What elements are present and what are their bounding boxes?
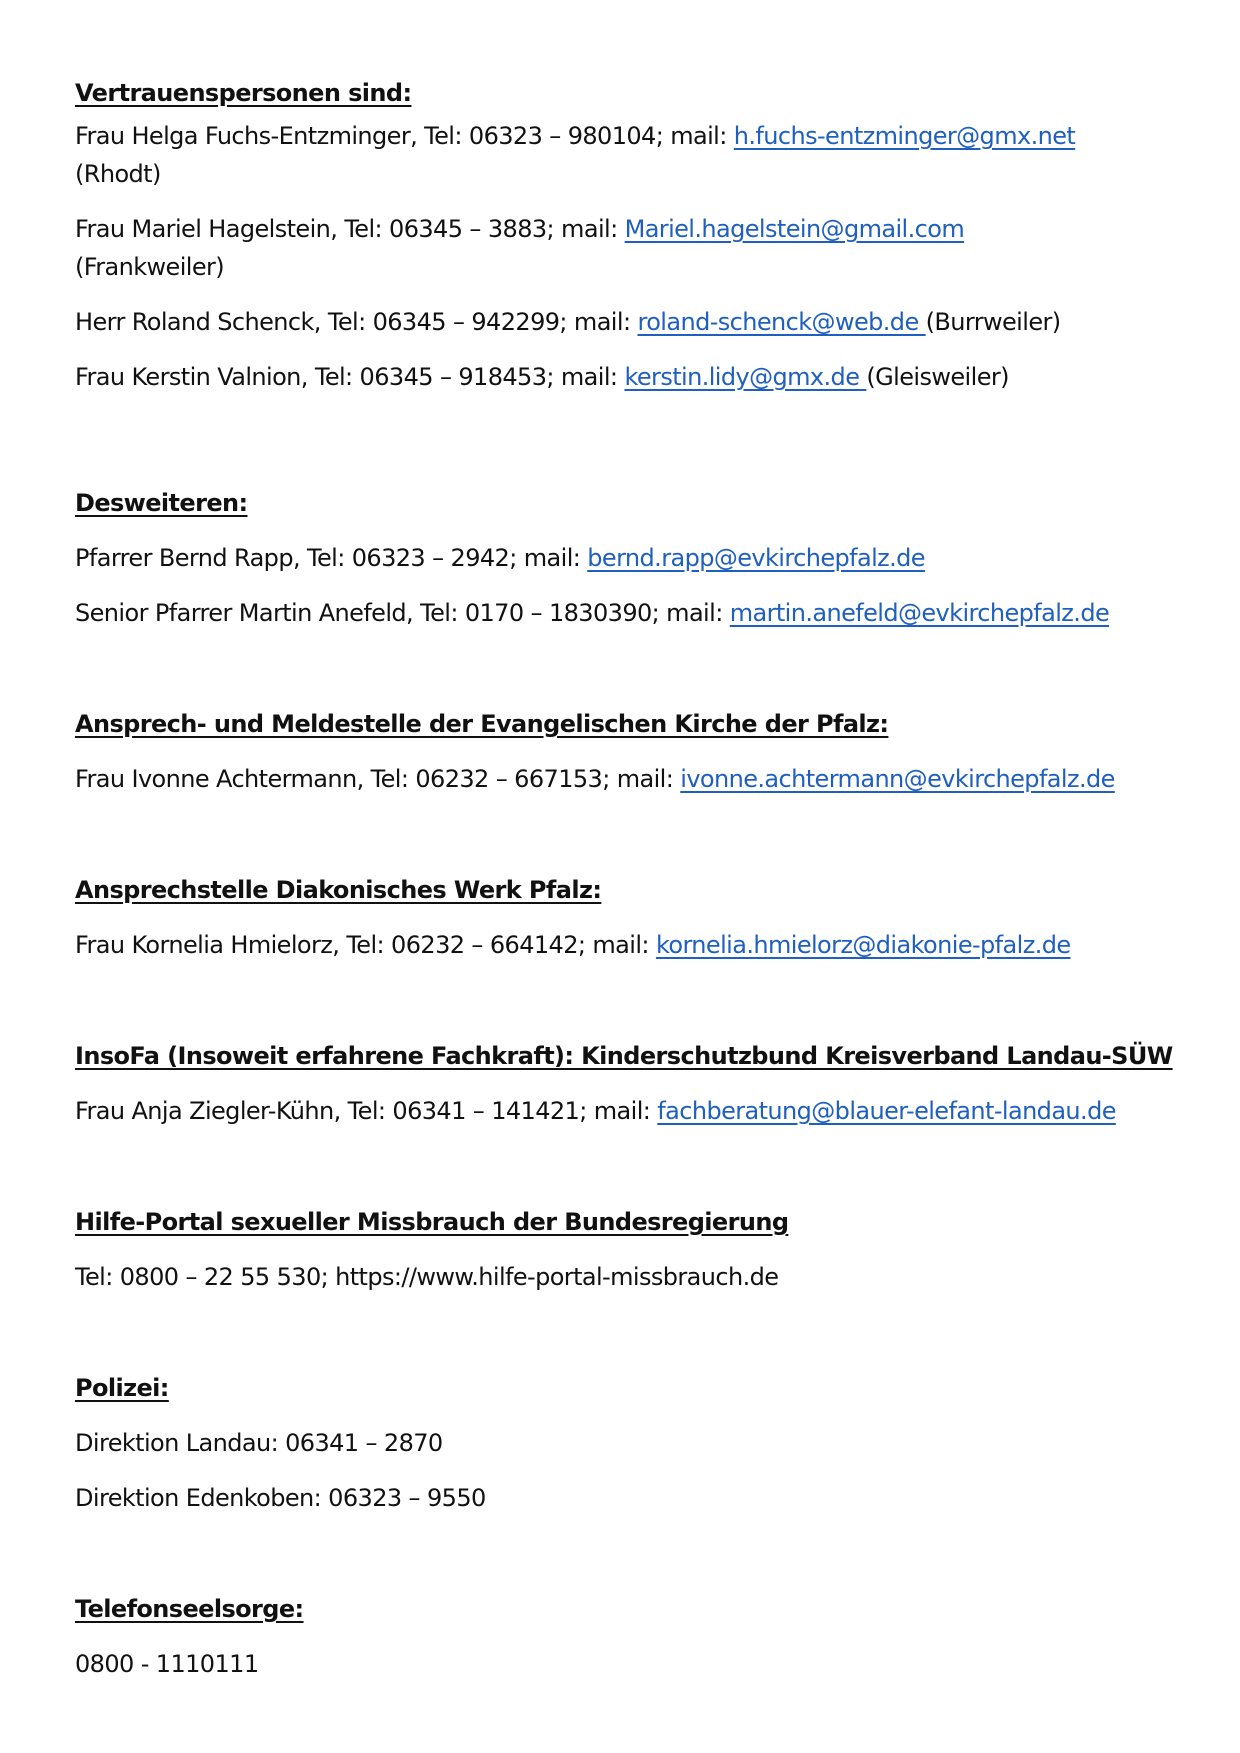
email-link-achtermann[interactable]: ivonne.achtermann@evkirchepfalz.de	[680, 765, 1115, 793]
email-link-schenck[interactable]: roland-schenck@web.de	[637, 308, 926, 336]
contact-polizei-edenkoben: Direktion Edenkoben: 06323 – 9550	[75, 1484, 486, 1512]
contact-text: Frau Kornelia Hmielorz, Tel: 06232 – 664142; mail:	[75, 931, 656, 959]
heading-telefonseelsorge: Telefonseelsorge:	[75, 1595, 304, 1623]
contact-text: Herr Roland Schenck, Tel: 06345 – 942299; mail:	[75, 308, 638, 336]
contact-telefonseelsorge: 0800 - 1110111	[75, 1650, 259, 1678]
email-link-ziegler-kuehn[interactable]: fachberatung@blauer-elefant-landau.de	[657, 1097, 1116, 1125]
email-link-rapp[interactable]: bernd.rapp@evkirchepfalz.de	[587, 544, 925, 572]
contact-text: Senior Pfarrer Martin Anefeld, Tel: 0170 – 1830390; mail:	[75, 599, 730, 627]
contact-rapp	[75, 539, 925, 577]
contact-location-gleisweiler: (Gleisweiler)	[866, 363, 1009, 391]
contact-schenck	[75, 303, 1061, 341]
contact-location-burrweiler: (Burrweiler)	[925, 308, 1061, 336]
contact-valnion	[75, 358, 1009, 396]
contact-hagelstein	[75, 210, 964, 248]
contact-fuchs-entzminger	[75, 117, 1075, 155]
heading-desweiteren: Desweiteren:	[75, 489, 248, 517]
heading-polizei: Polizei:	[75, 1374, 169, 1402]
contact-text: Frau Anja Ziegler-Kühn, Tel: 06341 – 141421; mail:	[75, 1097, 658, 1125]
contact-polizei-landau: Direktion Landau: 06341 – 2870	[75, 1429, 443, 1457]
email-link-fuchs-entzminger[interactable]: h.fuchs-entzminger@gmx.net	[733, 122, 1076, 150]
contact-hmielorz	[75, 926, 1071, 964]
contact-text: Frau Kerstin Valnion, Tel: 06345 – 918453; mail:	[75, 363, 625, 391]
email-link-hmielorz[interactable]: kornelia.hmielorz@diakonie-pfalz.de	[655, 931, 1071, 959]
email-link-anefeld[interactable]: martin.anefeld@evkirchepfalz.de	[729, 599, 1110, 627]
heading-insofa: InsoFa (Insoweit erfahrene Fachkraft): Kinderschutzbund Kreisverband Landau-SÜW	[75, 1042, 1173, 1070]
heading-vertrauenspersonen: Vertrauenspersonen sind:	[75, 79, 412, 107]
contact-location-frankweiler: (Frankweiler)	[75, 253, 225, 281]
contact-hilfeportal: Tel: 0800 – 22 55 530; https://www.hilfe-portal-missbrauch.de	[75, 1263, 779, 1291]
contact-text: Frau Ivonne Achtermann, Tel: 06232 – 667153; mail:	[75, 765, 681, 793]
contact-anefeld	[75, 594, 1109, 632]
email-link-hagelstein[interactable]: Mariel.hagelstein@gmail.com	[624, 215, 965, 243]
heading-hilfeportal: Hilfe-Portal sexueller Missbrauch der Bundesregierung	[75, 1208, 789, 1236]
heading-diakonie: Ansprechstelle Diakonisches Werk Pfalz:	[75, 876, 602, 904]
contact-text: Pfarrer Bernd Rapp, Tel: 06323 – 2942; mail:	[75, 544, 588, 572]
email-link-valnion[interactable]: kerstin.lidy@gmx.de	[624, 363, 867, 391]
heading-meldestelle: Ansprech- und Meldestelle der Evangelischen Kirche der Pfalz:	[75, 710, 889, 738]
contact-ziegler-kuehn	[75, 1092, 1116, 1130]
contact-text: Frau Helga Fuchs-Entzminger, Tel: 06323 – 980104; mail:	[75, 122, 734, 150]
contact-achtermann	[75, 760, 1115, 798]
contact-text: Frau Mariel Hagelstein, Tel: 06345 – 3883; mail:	[75, 215, 625, 243]
contact-location-rhodt: (Rhodt)	[75, 160, 161, 188]
